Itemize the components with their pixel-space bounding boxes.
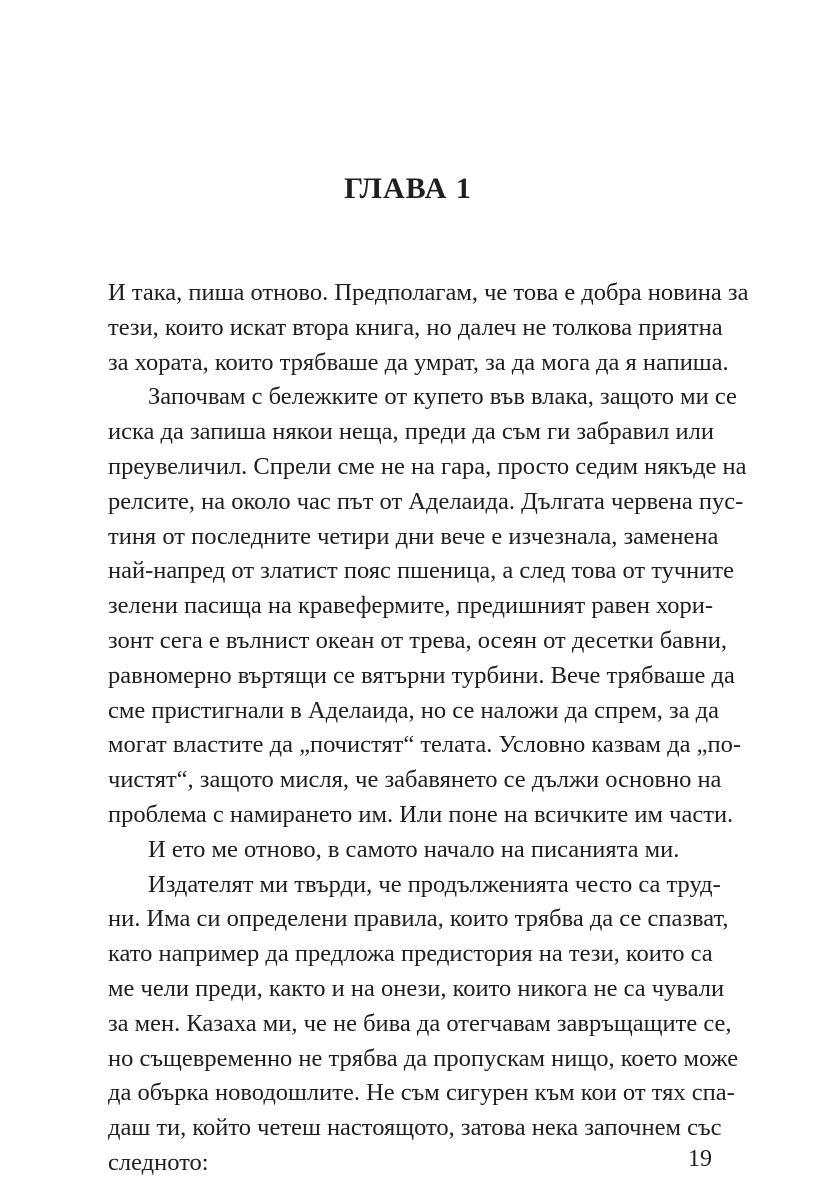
chapter-title: ГЛАВА 1	[344, 172, 472, 205]
text-line: зонт сега е вълнист океан от трева, осеян от десетки бавни,	[108, 626, 727, 654]
text-line: Започвам с бележките от купето във влака, защото ми се	[148, 383, 737, 411]
text-line: за мен. Казаха ми, че не бива да отегчавам завръщащите се,	[108, 1009, 732, 1037]
text-line: И ето ме отново, в самото начало на писанията ми.	[148, 835, 680, 863]
text-line: като например да предложа предистория на тези, които са	[108, 940, 713, 968]
text-line: следното:	[108, 1148, 209, 1176]
page-number: 19	[688, 1146, 712, 1172]
text-line: най-напред от златист пояс пшеница, а след това от тучните	[108, 557, 734, 585]
text-line: равномерно въртящи се вятърни турбини. Вече трябваше да	[108, 661, 735, 689]
text-line: могат властите да „почистят“ телата. Условно казвам да „по-	[108, 731, 742, 759]
text-line: иска да запиша някои неща, преди да съм ги забравил или	[108, 418, 714, 446]
text-line: преувеличил. Спрели сме не на гара, просто седим някъде на	[108, 452, 747, 480]
text-line: сме пристигнали в Аделаида, но се наложи да спрем, за да	[108, 696, 720, 724]
text-line: зелени пасища на кравефермите, предишният равен хори-	[108, 592, 714, 620]
text-line: но същевременно не трябва да пропускам нищо, което може	[108, 1044, 739, 1072]
text-line: проблема с намирането им. Или поне на всичките им части.	[108, 800, 734, 828]
text-line: чистят“, защото мисля, че забавянето се дължи основно на	[108, 766, 722, 794]
text-line: да обърка новодошлите. Не съм сигурен към кои от тях спа-	[108, 1079, 735, 1107]
text-line: тиня от последните четири дни вече е изчезнала, заменена	[108, 522, 719, 550]
text-line: ни. Има си определени правила, които трябва да се спазват,	[108, 905, 729, 933]
text-line: Издателят ми твърди, че продълженията често са труд-	[148, 870, 721, 898]
text-line: тези, които искат втора книга, но далеч не толкова приятна	[108, 313, 723, 341]
text-line: И така, пиша отново. Предполагам, че това е добра новина за	[108, 279, 749, 306]
text-line: ме чели преди, както и на онези, които никога не са чували	[108, 974, 725, 1002]
text-line: даш ти, който четеш настоящото, затова нека започнем със	[108, 1114, 722, 1142]
text-line: релсите, на около час път от Аделаида. Дългата червена пус-	[108, 487, 744, 515]
chapter-body-text	[108, 276, 749, 1181]
text-line: за хората, които трябваше да умрат, за да мога да я напиша.	[108, 348, 729, 376]
